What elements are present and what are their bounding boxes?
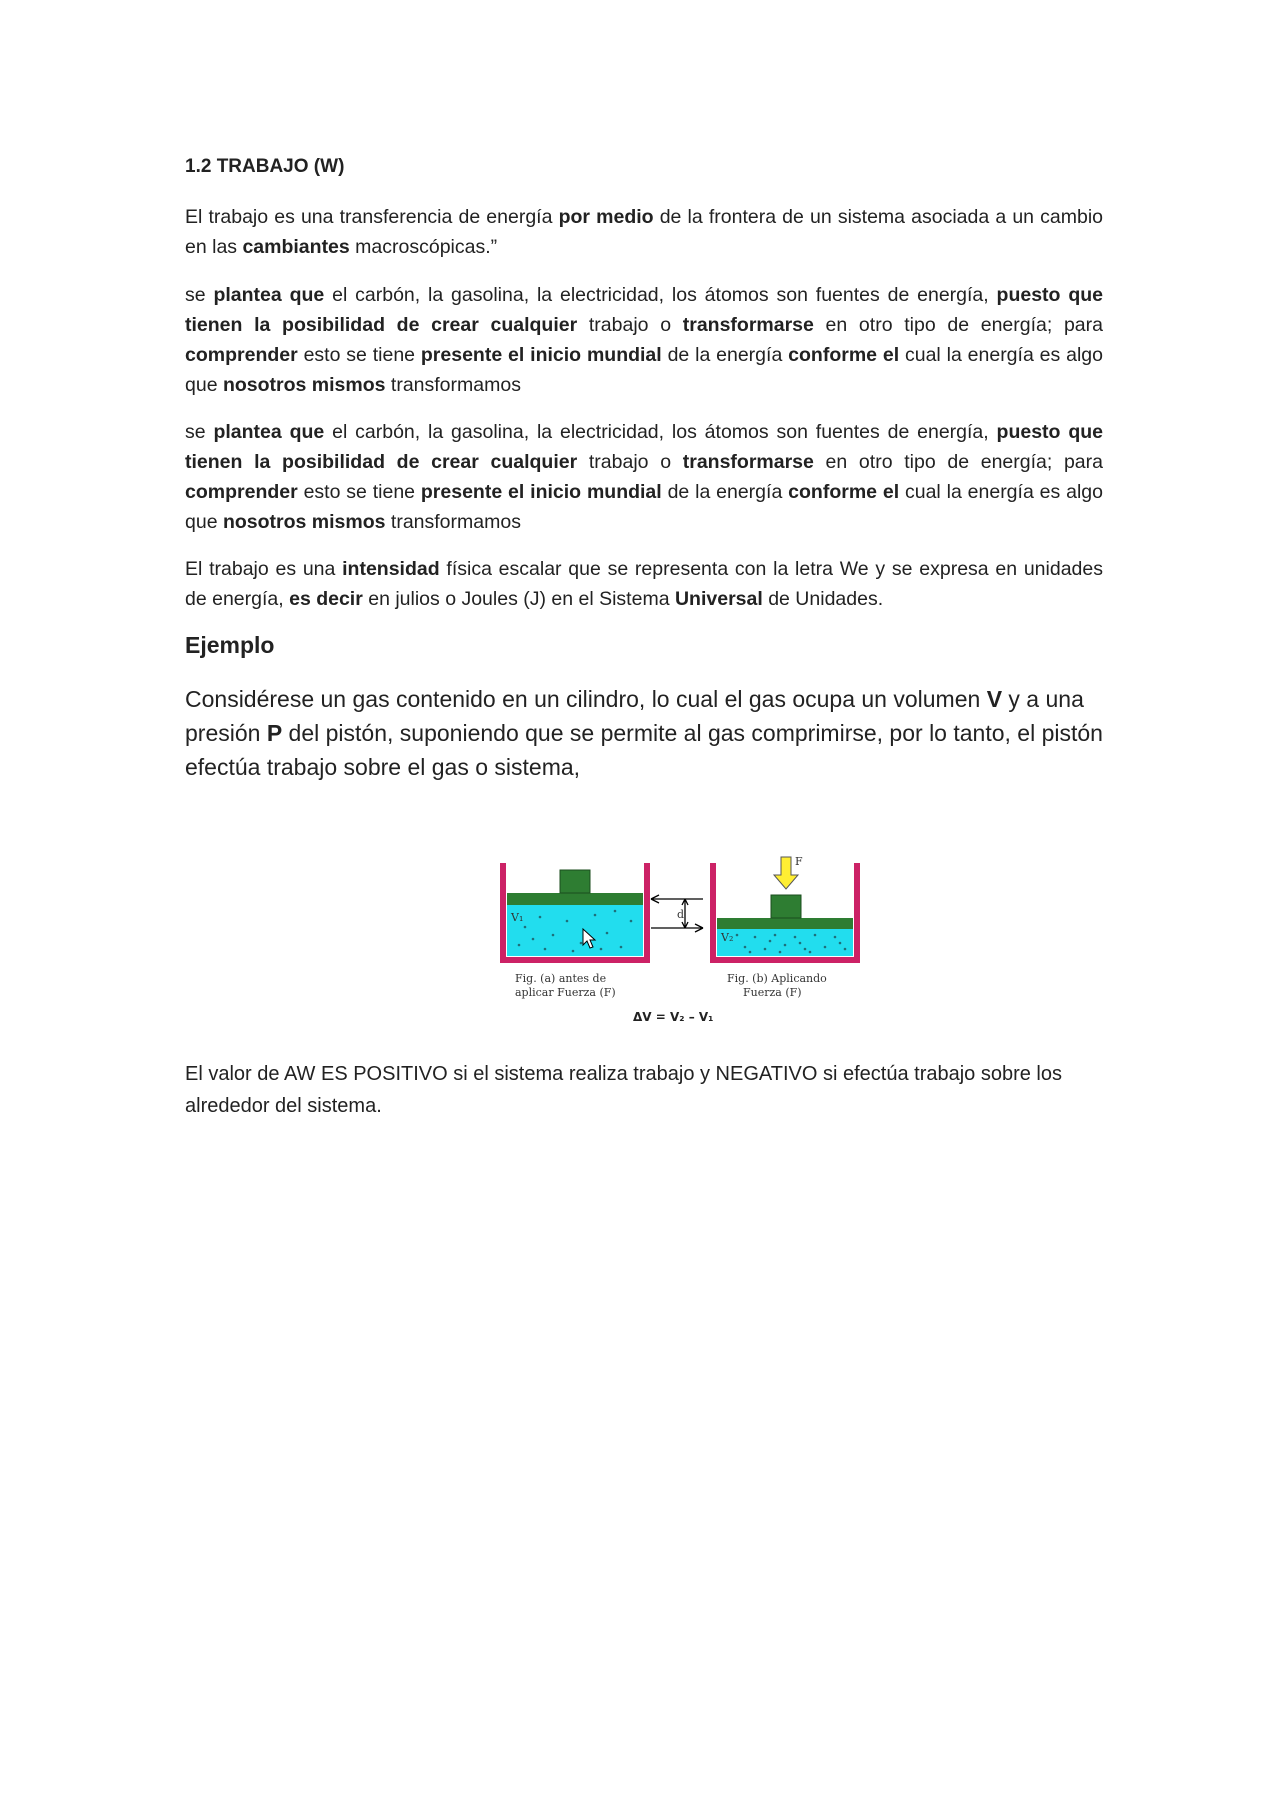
cylinder-a — [503, 863, 647, 960]
example-paragraph: Considérese un gas contenido en un cilindro, lo cual el gas ocupa un volumen V y a una presión P del pistón, suponiendo que se permite al gas comprimirse, por lo tanto, el pistón efectúa trabajo sobre el gas o sistema, — [185, 686, 1103, 780]
caption-a-line1: Fig. (a) antes de — [515, 972, 607, 985]
gas-b — [717, 929, 853, 956]
force-label: F — [795, 855, 803, 868]
gas-a — [507, 905, 643, 956]
paragraph-sign-convention: El valor de AW ES POSITIVO si el sistema realiza trabajo y NEGATIVO si efectúa trabajo sobre los alrededor del sistema. — [185, 1063, 1063, 1117]
piston-plate-a — [507, 893, 643, 905]
piston-diagram — [455, 855, 1015, 1040]
caption-a-line2: aplicar Fuerza (F) — [515, 986, 616, 999]
distance-label: d — [677, 908, 685, 921]
v1-label: V₁ — [511, 911, 524, 924]
paragraph-definition: El trabajo es una transferencia de energía por medio de la frontera de un sistema asociada a un cambio en las cambiantes macroscópicas.” — [185, 206, 1104, 258]
piston-figure — [455, 855, 1015, 1040]
example-heading: Ejemplo — [185, 632, 275, 658]
caption-b-line1: Fig. (b) Aplicando — [727, 972, 827, 985]
volume-equation: ΔV = V₂ – V₁ — [633, 1010, 714, 1024]
paragraph-energy-sources: se plantea que el carbón, la gasolina, la electricidad, los átomos son fuentes de energía, puesto que tienen la posibilidad de crear cualquier trabajo o transformarse en otro tipo de energía; para comprender esto se tiene presente el inicio mundial de la energía conforme el cual la energía es algo que nosotros mismos transformamos — [185, 284, 1103, 396]
piston-plate-b — [717, 918, 853, 929]
piston-block-b — [771, 895, 801, 918]
v2-label: V₂ — [721, 931, 734, 944]
caption-b-line2: Fuerza (F) — [743, 986, 802, 999]
piston-block-a — [560, 870, 590, 893]
paragraph-work-units: El trabajo es una intensidad física escalar que se representa con la letra We y se expresa en unidades de energía, es decir en julios o Joules (J) en el Sistema Universal de Unidades. — [185, 558, 1103, 610]
paragraph-energy-sources-repeat: se plantea que el carbón, la gasolina, la electricidad, los átomos son fuentes de energía, puesto que tienen la posibilidad de crear cualquier trabajo o transformarse en otro tipo de energía; para comprender esto se tiene presente el inicio mundial de la energía conforme el cual la energía es algo que nosotros mismos transformamos — [185, 421, 1103, 533]
section-heading: 1.2 TRABAJO (W) — [185, 156, 345, 177]
cylinder-b — [713, 855, 857, 960]
